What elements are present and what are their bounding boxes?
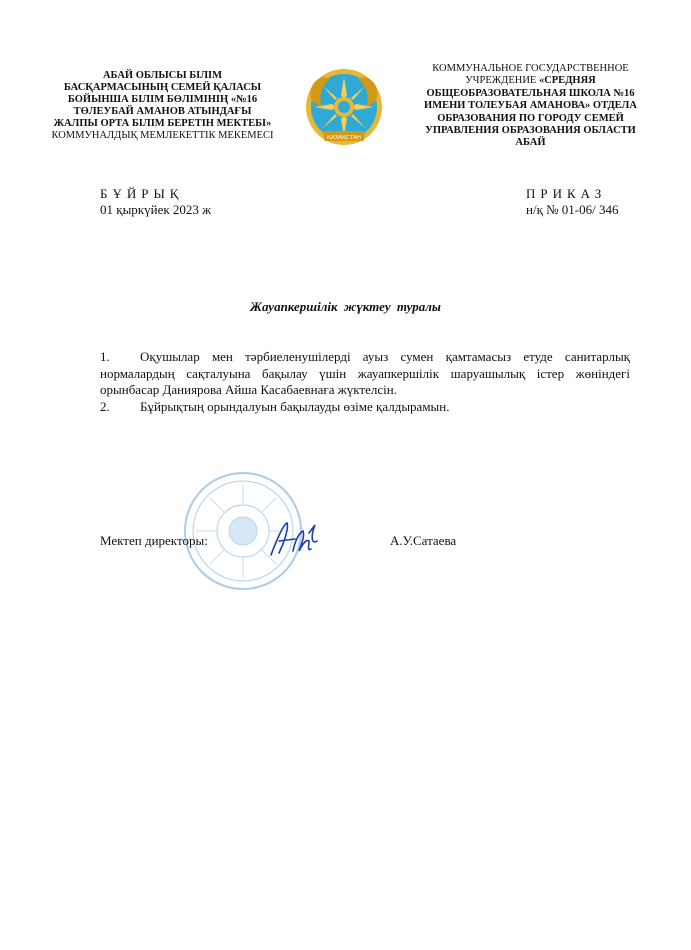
order-date: 01 қыркүйек 2023 ж (100, 202, 212, 217)
item-number: 2. (100, 398, 110, 414)
header-left-kazakh (30, 70, 295, 142)
item-number: 1. (100, 349, 110, 364)
order-body (100, 349, 630, 415)
emblem-text: ҚАЗАҚСТАН (327, 135, 361, 141)
document-title: Жауапкершілік жүктеу туралы (250, 299, 441, 314)
order-russian-block (526, 186, 618, 218)
order-item-2 (100, 399, 630, 416)
handwritten-signature-icon (265, 515, 325, 563)
header-right-line: УПРАВЛЕНИЯ ОБРАЗОВАНИЯ ОБЛАСТИ (425, 125, 636, 137)
order-label-ru: ПРИКАЗ (526, 186, 607, 201)
header-left-line: АБАЙ ОБЛЫСЫ БІЛІМ (102, 70, 223, 81)
header-right-line: АБАЙ (515, 137, 546, 149)
header-right-line: ИМЕНИ ТОЛЕУБАЯ АМАНОВА» ОТДЕЛА (424, 100, 637, 112)
header-right-line: «СРЕДНЯЯ (538, 75, 596, 87)
header-left-line: КОММУНАЛДЫҚ МЕМЛЕКЕТТІК МЕКЕМЕСІ (51, 130, 274, 141)
state-emblem-icon (302, 65, 386, 149)
header-left-line: БАСҚАРМАСЫНЫҢ СЕМЕЙ ҚАЛАСЫ (63, 82, 262, 93)
order-label-kk: БҰЙРЫҚ (100, 186, 184, 201)
header-right-line: ОБРАЗОВАНИЯ ПО ГОРОДУ СЕМЕЙ (437, 112, 624, 124)
header-right-line: КОММУНАЛЬНОЕ ГОСУДАРСТВЕННОЕ (432, 63, 629, 74)
item-text: Бұйрықтың орындалуын бақылауды өзіме қалдырамын. (140, 398, 450, 414)
header-left-line: БОЙЫНША БІЛІМ БӨЛІМІНІҢ «№16 (67, 94, 258, 105)
header-right-line: УЧРЕЖДЕНИЕ (465, 75, 539, 87)
signature-role: Мектеп директоры: (100, 533, 208, 548)
signatory-name: А.У.Сатаева (390, 533, 457, 548)
header-left-line: ТӨЛЕУБАЙ АМАНОВ АТЫНДАҒЫ (73, 106, 252, 117)
order-item-1 (100, 349, 630, 399)
order-number: н/қ № 01-06/ 346 (526, 202, 619, 217)
header-left-line: ЖАЛПЫ ОРТА БІЛІМ БЕРЕТІН МЕКТЕБІ» (53, 118, 272, 129)
header-right-russian (398, 63, 663, 150)
item-text: Оқушылар мен тәрбиеленушілерді ауыз сумен қамтамасыз етуде санитарлық нормалардың сақталуына бақылау үшін жауапкершілік шаруашылық істер жөніндегі орынбасар Даниярова Айша Касабаевнаға жүктелсін. (100, 349, 630, 397)
order-kazakh-block (100, 186, 211, 218)
header-right-line: ОБЩЕОБРАЗОВАТЕЛЬНАЯ ШКОЛА №16 (426, 87, 635, 99)
